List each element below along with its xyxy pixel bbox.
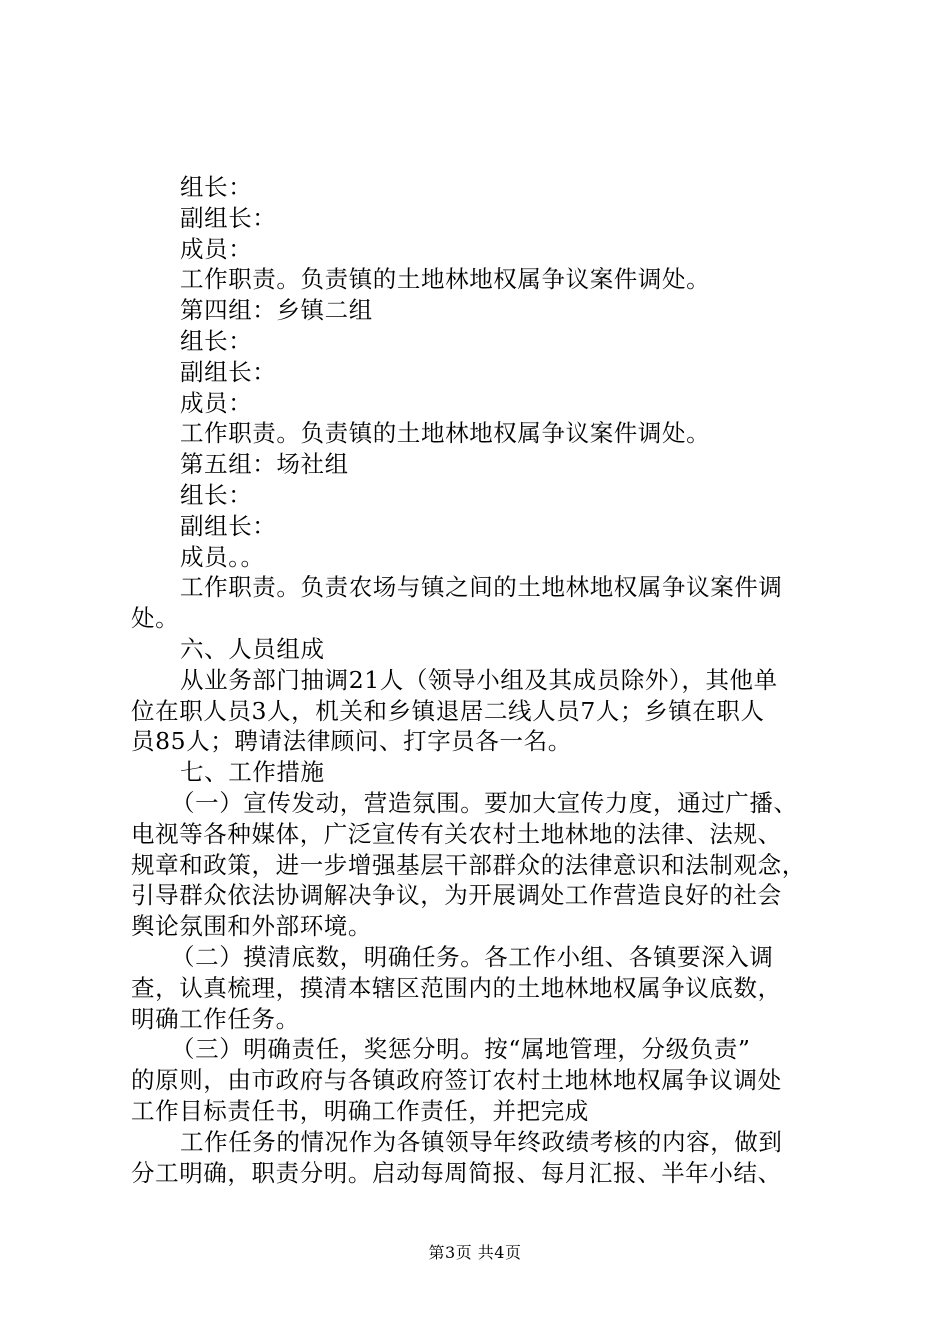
text-line: 的原则，由市政府与各镇政府签订农村土地林地权属争议调处: [131, 1066, 782, 1095]
text-line: 副组长：: [180, 357, 277, 386]
text-line: 工作职责。负责镇的土地林地权属争议案件调处。: [180, 265, 711, 294]
document-body: [131, 172, 831, 1188]
text-line: 工作任务的情况作为各镇领导年终政绩考核的内容，做到: [180, 1127, 783, 1156]
text-line: 员85人；聘请法律顾问、打字员各一名。: [131, 727, 572, 756]
text-line: （一）宣传发动，营造氛围。要加大宣传力度，通过广播、: [171, 788, 798, 817]
text-line: 电视等各种媒体，广泛宣传有关农村土地林地的法律、法规、: [131, 819, 782, 848]
text-line: 成员：: [180, 234, 253, 263]
text-line: 组长：: [180, 480, 253, 509]
text-line: 舆论氛围和外部环境。: [131, 912, 372, 941]
text-line: 组长：: [180, 326, 253, 355]
text-line: 副组长：: [180, 511, 277, 540]
text-line: 工作职责。负责农场与镇之间的土地林地权属争议案件调: [180, 573, 783, 602]
text-line: 分工明确，职责分明。启动每周简报、每月汇报、半年小结、: [131, 1158, 782, 1187]
text-line: （三）明确责任，奖惩分明。按“属地管理，分级负责”: [171, 1035, 751, 1064]
text-line: 第四组：乡镇二组: [180, 296, 373, 325]
page-number-label: 第3页 共4页: [428, 1243, 522, 1262]
text-line: 处。: [131, 604, 180, 633]
text-line: （二）摸清底数，明确任务。各工作小组、各镇要深入调: [171, 942, 774, 971]
page-footer: [0, 1243, 950, 1263]
text-line: 组长：: [180, 173, 253, 201]
text-line: 工作目标责任书，明确工作责任，并把完成: [131, 1096, 589, 1125]
text-line: 位在职人员3人，机关和乡镇退居二线人员7人；乡镇在职人: [131, 696, 765, 725]
text-line: 工作职责。负责镇的土地林地权属争议案件调处。: [180, 419, 711, 448]
text-line: 六、人员组成: [180, 634, 325, 663]
text-line: 成员：: [180, 388, 253, 417]
text-line: 从业务部门抽调21人（领导小组及其成员除外），其他单: [180, 665, 778, 694]
text-line: 副组长：: [180, 203, 277, 232]
text-line: 规章和政策，进一步增强基层干部群众的法律意识和法制观念，: [131, 850, 806, 879]
text-line: 引导群众依法协调解决争议，为开展调处工作营造良好的社会: [131, 881, 782, 910]
text-line: 成员。。: [180, 542, 265, 571]
text-line: 查，认真梳理，摸清本辖区范围内的土地林地权属争议底数，: [131, 973, 782, 1002]
text-line: 七、工作措施: [180, 758, 325, 787]
text-line: 第五组：场社组: [180, 450, 349, 479]
text-line: 明确工作任务。: [131, 1004, 300, 1033]
